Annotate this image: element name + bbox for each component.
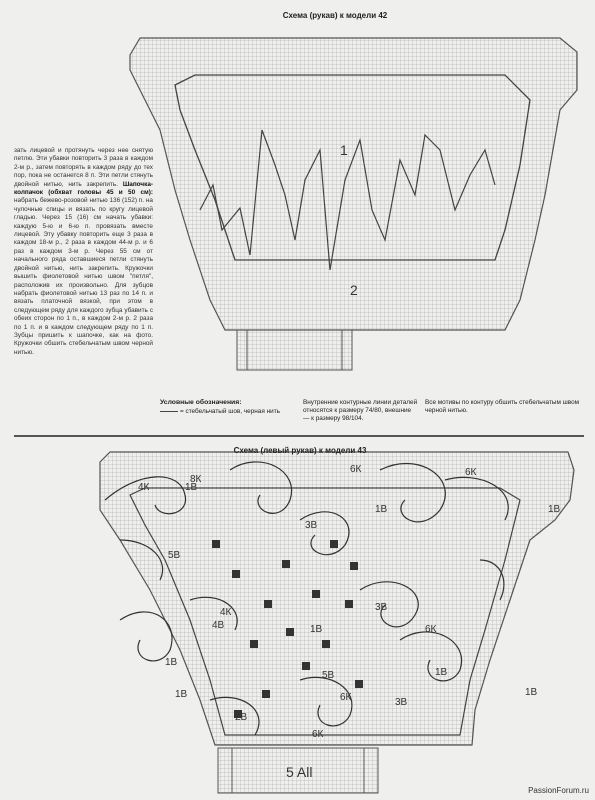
motif-label: 5В	[322, 670, 335, 681]
hat-heading: Шапочка-колпачок (обхват головы 45 и 50 см):	[14, 180, 154, 197]
motif-label: 1В	[185, 482, 198, 493]
motif-label: 3В	[395, 697, 408, 708]
section-divider	[14, 435, 584, 437]
sleeve-cuff	[237, 330, 352, 370]
sleeve-chart-model-42	[130, 38, 577, 370]
motif-label: 2В	[235, 712, 248, 723]
diagram-title-model-42: Схема (рукав) к модели 42	[282, 11, 388, 20]
motif-label: 1В	[435, 667, 448, 678]
motif-label: 3В	[305, 520, 318, 531]
motif-label: 1В	[175, 689, 188, 700]
motif-label: 8К	[190, 474, 202, 485]
legend-item-text: = стебельчатый шов, черная нить	[180, 408, 280, 415]
motif-label: 1В	[165, 657, 178, 668]
motif-label: 6К	[340, 692, 352, 703]
instructions-text	[14, 147, 153, 357]
motifs-note: Все мотивы по контуру обшить стебельчатым швом черной нитью.	[425, 399, 580, 414]
motif-label: 4В	[212, 620, 225, 631]
motif-label: 6К	[312, 729, 324, 740]
diagram-title-model-43: Схема (левый рукав) к модели 43	[233, 446, 367, 455]
stem-stitch-line-icon	[160, 411, 178, 412]
contour-note: Внутренние контурные линии деталей относятся к размеру 74/80, внешние — к размеру 98/104.	[303, 399, 418, 422]
motif-label: 6К	[425, 624, 437, 635]
motif-label: 1В	[548, 504, 561, 515]
sleeve-chart-model-43	[100, 452, 574, 793]
cuff-label: 5 All	[286, 764, 313, 780]
chart-label-1: 1	[340, 142, 348, 158]
sleeve-outer-outline-43	[100, 452, 574, 745]
hat-instructions: набрать бежево-розовой нитью 136 (152) п. на чулочные спицы и вязать по кругу лицевой гладью. Через 15 (16) см начать убавки: каждую 5-ю и 6-ю п. провязать вместе лицевой. Эту убавку повторить еще 3 раза в каждом 18-м р., 2 раза в каждом 44-м р. и 6 раз в каждом 3-м р. Через 55 см от начального ряда оставшиеся петли стянуть двойной нитью, нить закрепить. Кружочки вышить фиолетовой нитью швом "петля", расположив их произвольно. Для зубцов набрать фиолетовой нитью 13 раз по 14 п. и вязать платочной вязкой, при этом в следующем ряду для каждого зубца убавить с обеих сторон по 1 п., в каждом 2-м р. 2 раза по 1 п. и в каждом следующем ряду по 1 п. Зубцы пришить к шапочке, как на фото. Кружочки обшить стебельчатым швом черной нитью.	[14, 197, 153, 356]
motif-label: 6К	[350, 464, 362, 475]
intro-paragraph: зать лицевой и протянуть через нее снятую петлю. Эти убавки повторить 3 раза в каждом 2-м р., затем повторять в каждом ряду до тех пор, пока не останется 8 п. Эти петли стянуть двойной нитью, нить закрепить.	[14, 147, 153, 188]
legend-item	[160, 408, 300, 416]
chart-label-2: 2	[350, 282, 358, 298]
motif-label: 5В	[168, 550, 181, 561]
motif-label: 6К	[465, 467, 477, 478]
legend-title: Условные обозначения:	[160, 399, 242, 406]
motif-label: 4К	[220, 607, 232, 618]
motif-label: 1В	[375, 504, 388, 515]
motif-label: 3В	[375, 602, 388, 613]
motif-label: 1В	[525, 687, 538, 698]
motif-label: 4К	[138, 482, 150, 493]
watermark: PassionForum.ru	[528, 786, 589, 795]
motif-label: 1В	[310, 624, 323, 635]
